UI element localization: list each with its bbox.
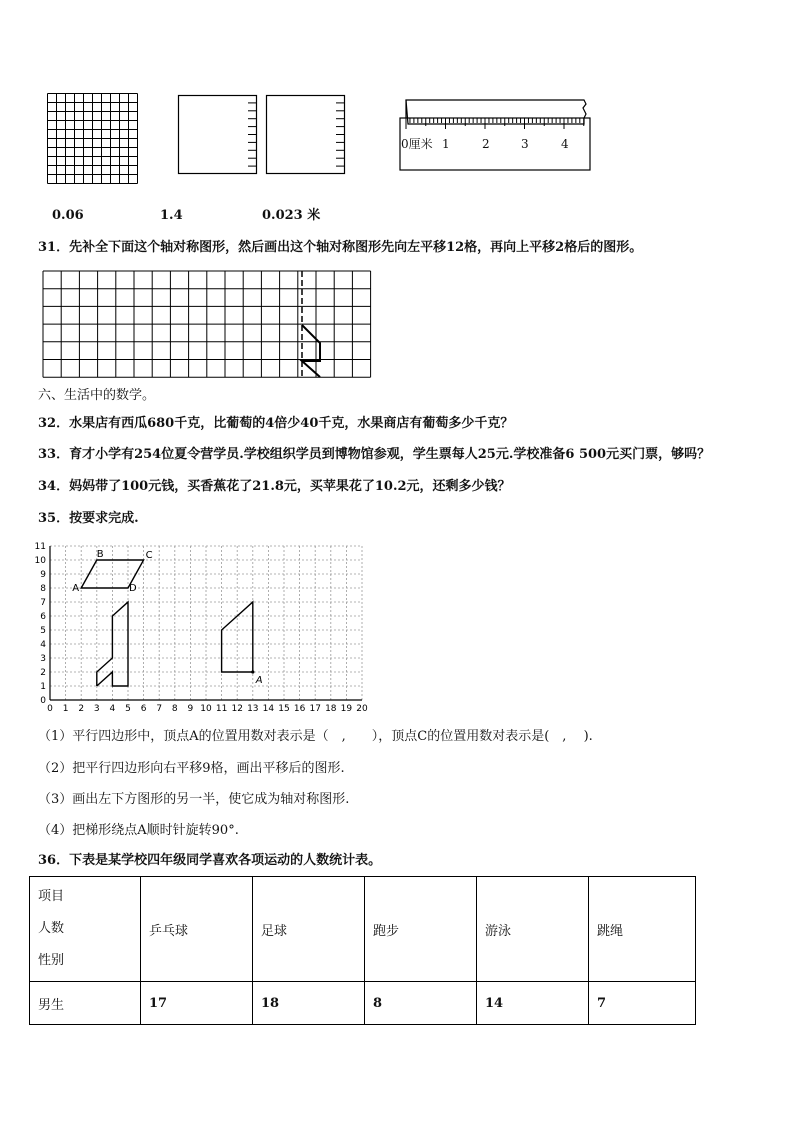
trapezoid — [222, 602, 253, 672]
y-tick-label: 4 — [40, 640, 46, 650]
x-tick-label: 17 — [309, 704, 321, 714]
column-header: 游泳 — [477, 877, 589, 982]
q35-coordinate-grid — [28, 538, 388, 713]
x-tick-label: 15 — [278, 704, 290, 714]
q35-text: 35．按要求完成. — [38, 511, 139, 526]
x-tick-label: 8 — [171, 704, 178, 714]
q31-grid — [43, 271, 373, 379]
x-tick-label: 19 — [340, 704, 353, 714]
x-tick-label: 12 — [231, 704, 243, 714]
vertex-label-B: B — [96, 549, 104, 560]
x-tick-label: 1 — [62, 704, 69, 714]
header-line-project: 项目 — [38, 889, 65, 904]
x-tick-label: 5 — [125, 704, 131, 714]
table-cell: 14 — [477, 982, 589, 1025]
fig30-hundred-grid — [47, 93, 139, 185]
column-header: 足球 — [253, 877, 365, 982]
fig30-label-3: 0.023 米 — [262, 208, 321, 223]
y-tick-label: 3 — [40, 654, 46, 664]
q32-text: 32．水果店有西瓜680千克，比葡萄的4倍少40千克，水果商店有葡萄多少千克？ — [38, 416, 514, 431]
x-tick-label: 3 — [93, 704, 100, 714]
fig30-label-2: 1.4 — [160, 208, 183, 223]
vertex-label-D: D — [129, 583, 137, 594]
fig30-label-1: 0.06 — [52, 208, 84, 223]
q35-sub-2: （2）把平行四边形向右平移9格，画出平移后的图形. — [38, 761, 345, 776]
ruler-tick-3: 3 — [521, 137, 529, 151]
table-cell: 18 — [253, 982, 365, 1025]
x-tick-label: 14 — [262, 704, 275, 714]
x-tick-label: 7 — [156, 704, 163, 714]
x-tick-label: 11 — [215, 704, 228, 714]
x-tick-label: 18 — [325, 704, 337, 714]
y-tick-label: 5 — [40, 626, 46, 636]
vertex-label-A: A — [72, 583, 80, 594]
column-header: 乒乓球 — [141, 877, 253, 982]
table-header-row — [30, 877, 696, 982]
x-tick-label: 20 — [356, 704, 368, 714]
column-header: 跳绳 — [589, 877, 696, 982]
x-tick-label: 6 — [140, 704, 147, 714]
q34-text: 34．妈妈带了100元钱，买香蕉花了21.8元，买苹果花了10.2元，还剩多少钱？ — [38, 479, 511, 494]
y-tick-label: 0 — [40, 696, 46, 706]
table-cell: 7 — [589, 982, 696, 1025]
fig30-ruler — [398, 96, 592, 171]
q35-sub-3: （3）画出左下方图形的另一半，使它成为轴对称图形. — [38, 792, 350, 807]
header-line-gender: 性别 — [38, 953, 65, 968]
table-cell: 17 — [141, 982, 253, 1025]
x-tick-label: 0 — [47, 704, 53, 714]
y-tick-label: 10 — [34, 556, 46, 566]
table-cell: 8 — [365, 982, 477, 1025]
point-a-dot — [251, 670, 254, 673]
x-tick-label: 2 — [78, 704, 85, 714]
section6-title: 六、生活中的数学。 — [38, 388, 156, 403]
table-corner-cell — [30, 877, 141, 982]
q35-sub-1: （1）平行四边形中，顶点A的位置用数对表示是（ , ），顶点C的位置用数对表示是( , ). — [38, 729, 593, 744]
ruler-tick-4: 4 — [561, 137, 569, 151]
q31-text: 31．先补全下面这个轴对称图形，然后画出这个轴对称图形先向左平移12格，再向上平移2格后的图形。 — [38, 240, 643, 255]
x-tick-label: 10 — [200, 704, 212, 714]
x-tick-label: 13 — [247, 704, 259, 714]
trapezoid-label-a: A — [255, 675, 263, 686]
x-tick-label: 16 — [293, 704, 306, 714]
y-tick-label: 6 — [40, 612, 46, 622]
column-header: 跑步 — [365, 877, 477, 982]
ruler-tick-1: 1 — [442, 137, 450, 151]
fig30-tenths-square — [178, 95, 258, 175]
row-label: 男生 — [30, 982, 141, 1025]
q36-text: 36．下表是某学校四年级同学喜欢各项运动的人数统计表。 — [38, 853, 382, 868]
q36-stat-table — [29, 876, 696, 1025]
x-tick-label: 4 — [109, 704, 116, 714]
y-tick-label: 2 — [40, 668, 46, 678]
y-tick-label: 7 — [40, 598, 46, 608]
ruler-tick-2: 2 — [482, 137, 490, 151]
ruler-unit-label: 0厘米 — [401, 137, 433, 151]
q33-text: 33．育才小学有254位夏令营学员.学校组织学员到博物馆参观，学生票每人25元.学校准备6 500元买门票，够吗？ — [38, 447, 711, 462]
vertex-label-C: C — [145, 550, 153, 561]
x-tick-label: 9 — [187, 704, 194, 714]
q35-sub-4: （4）把梯形绕点A顺时针旋转90°. — [38, 823, 239, 838]
fig30-thousandths-square — [266, 95, 346, 175]
table-row — [30, 982, 696, 1025]
y-tick-label: 1 — [40, 682, 46, 692]
y-tick-label: 11 — [34, 542, 46, 552]
y-tick-label: 9 — [40, 570, 46, 580]
header-line-count: 人数 — [38, 921, 65, 936]
y-tick-label: 8 — [40, 584, 46, 594]
